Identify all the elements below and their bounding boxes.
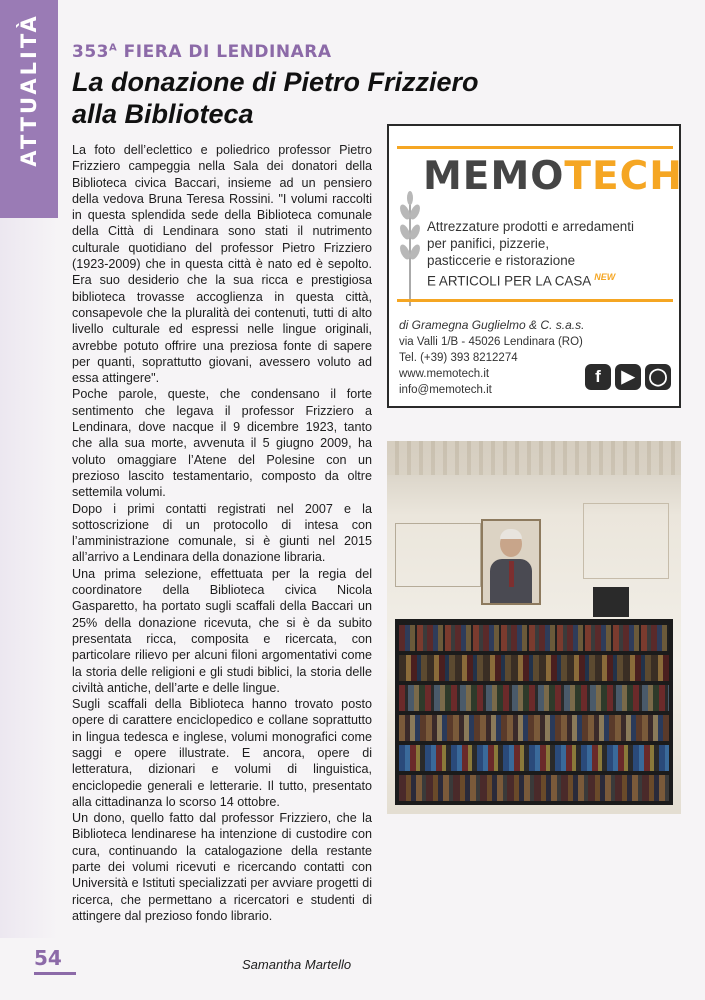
wheat-icon xyxy=(399,188,421,308)
ceiling-frieze xyxy=(387,441,681,475)
facebook-icon[interactable]: f xyxy=(585,364,611,390)
title-line-2: alla Biblioteca xyxy=(72,99,254,129)
article-body xyxy=(72,142,372,924)
ad-contact xyxy=(399,334,583,398)
portrait-hair xyxy=(500,529,522,539)
section-label: ATTUALITÀ xyxy=(17,13,41,167)
new-badge: NEW xyxy=(594,272,616,282)
paragraph: Un dono, quello fatto dal professor Frizziero, che la Biblioteca lendinarese ha intenzione di custodire con cura, continuando la catalogazione della restante parte dei volumi ricevuti e ricercando contatti con Università e Istituti specializzati per avviare progetti di ricerca, che permettano a ricercatori e studenti di attingere dal prezioso fondo librario. xyxy=(72,811,372,923)
portrait-frizziero xyxy=(481,519,541,605)
ad-desc-line: pasticcerie e ristorazione xyxy=(427,253,576,268)
title-line-1: La donazione di Pietro Frizziero xyxy=(72,67,479,97)
book-row xyxy=(399,655,669,681)
ad-desc-line: per panifici, pizzerie, xyxy=(427,236,550,251)
ad-address: via Valli 1/B - 45026 Lendinara (RO) xyxy=(399,336,583,348)
author-byline: Samantha Martello xyxy=(242,957,352,972)
section-tab xyxy=(0,0,58,218)
ad-accent-bar xyxy=(397,146,673,149)
kicker-number: 353 xyxy=(72,42,109,62)
wall-panel xyxy=(583,503,669,579)
ad-website: www.memotech.it xyxy=(399,368,490,380)
wall-panel xyxy=(395,523,481,587)
bookshelf xyxy=(395,619,673,805)
ad-desc-line-4: E ARTICOLI PER LA CASA xyxy=(427,273,591,289)
ad-email: info@memotech.it xyxy=(399,384,492,396)
paragraph: Poche parole, queste, che condensano il forte sentimento che legava il professor Frizziero a Lendinara, dove nacque il 9 dicembre 1923, tanto che alla sua morte, avvenuta il 5 giugno 2009, ha voluto omaggiare l’Atene del Polesine con un prezioso lascito testamentario, composto da oltre settemila volumi. xyxy=(72,387,372,500)
paragraph: La foto dell’eclettico e poliedrico professor Pietro Frizziero campeggia nella Sala dei donatori della Biblioteca civica Baccari, insieme ad un pensiero della vedova Bruna Teresa Rossini. "I volumi raccolti in questa splendida sede della Biblioteca comunale della Città di Lendinara sono stati il nutrimento culturale quotidiano del professor Pietro Frizziero (1923-2009) che in questa città è nato ed è sepolto. Era suo desiderio che la sua ricca e prestigiosa biblioteca trovasse accoglienza in questa città, consapevole che la pluralità dei contenuti, tutti di alto livello culturale ed espressi nelle lingue originali, avrebbe potuto offrire una preziosa fonte di sapere per quanti, soprattutto giovani, avessero voluto ad essa attingere". xyxy=(72,143,372,386)
paragraph: Dopo i primi contatti registrati nel 2007 e la sottoscrizione di un protocollo di intesa con l’amministrazione comunale, si è giunti nel 2015 all’arrivo a Lendinara della donazione libraria. xyxy=(72,501,372,565)
kicker xyxy=(72,42,331,62)
book-row xyxy=(399,685,669,711)
memotech-ad xyxy=(387,124,681,408)
archive-boxes xyxy=(593,587,629,617)
page-number: 54 xyxy=(34,946,62,970)
instagram-icon[interactable]: ◯ xyxy=(645,364,671,390)
ad-accent-bar xyxy=(397,299,673,302)
paragraph: Sugli scaffali della Biblioteca hanno trovato posto opere di carattere enciclopedico e collane soprattutto in lingua tedesca e inglese, volumi monografici come saggi e opere illustrate. E ancora, opere di letteratura, dizionari e volumi di linguistica, enciclopedie generali e letterarie. Il tutto, presentato alla cittadinanza lo scorso 14 ottobre. xyxy=(72,697,372,809)
paragraph: Una prima selezione, effettuata per la regia del coordinatore della Biblioteca civica Nicola Gasparetto, ha portato sugli scaffali della Baccari un 25% della donazione ricevuta, che si è da subito presentata ricca, composita e ricercata, con particolare rilievo per alcuni filoni argomentativi come la storia delle religioni e gli studi biblici, la storia delle civiltà antiche, dell’arte e delle lingue. xyxy=(72,566,372,695)
book-row xyxy=(399,745,669,771)
library-photo xyxy=(387,441,681,814)
portrait-tie xyxy=(509,561,514,587)
youtube-icon[interactable]: ▶ xyxy=(615,364,641,390)
ad-phone: Tel. (+39) 393 8212274 xyxy=(399,352,518,364)
memotech-logo xyxy=(423,154,683,199)
logo-part-1: MEMO xyxy=(423,154,565,199)
book-row xyxy=(399,625,669,651)
ad-desc-line: Attrezzature prodotti e arredamenti xyxy=(427,219,634,234)
ad-desc-line xyxy=(427,269,677,289)
ad-company: di Gramegna Guglielmo & C. s.a.s. xyxy=(399,318,585,332)
kicker-sup: A xyxy=(109,42,118,54)
logo-part-2: TECH xyxy=(564,154,683,199)
side-band xyxy=(0,218,58,938)
ad-description xyxy=(427,218,677,289)
article-title xyxy=(72,66,492,130)
page-number-underline xyxy=(34,972,76,975)
book-row xyxy=(399,775,669,801)
kicker-text: FIERA DI LENDINARA xyxy=(123,42,332,62)
book-row xyxy=(399,715,669,741)
